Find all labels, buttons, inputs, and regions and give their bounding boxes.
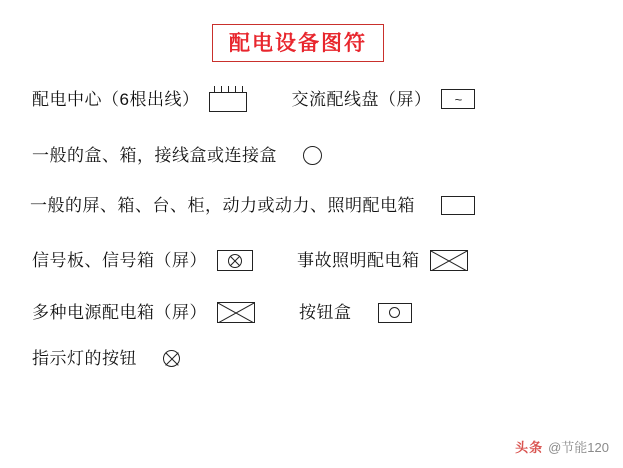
watermark	[515, 437, 609, 456]
circle-icon	[303, 146, 322, 165]
crossed-circle-icon	[228, 254, 242, 268]
legend-row-1	[32, 86, 475, 112]
rectangle-icon	[441, 196, 475, 215]
legend-row-3	[30, 196, 475, 215]
legend-label-distribution-center: 配电中心（6根出线）	[32, 89, 200, 109]
signal-board-icon	[217, 250, 253, 271]
crossed-rectangle-icon-2	[217, 302, 255, 323]
legend-row-6	[32, 350, 180, 367]
legend-label-emergency-lighting: 事故照明配电箱	[297, 251, 420, 270]
button-box-icon	[378, 303, 412, 323]
diagram-title-box	[212, 24, 384, 62]
dot-icon	[389, 307, 400, 318]
watermark-logo: 头条	[515, 440, 544, 455]
ac-panel-icon: ~	[441, 89, 475, 109]
watermark-text: @节能120	[548, 440, 609, 455]
legend-label-general-box: 一般的盒、箱，接线盒或连接盒	[32, 146, 277, 165]
page-title: 配电设备图符	[229, 31, 367, 55]
legend-label-indicator-button: 指示灯的按钮	[32, 349, 137, 368]
legend-label-signal-board: 信号板、信号箱（屏）	[32, 251, 207, 270]
legend-row-5	[32, 302, 412, 323]
legend-label-ac-panel: 交流配线盘（屏）	[291, 89, 432, 109]
distribution-center-icon	[209, 92, 247, 112]
legend-row-4	[32, 250, 468, 271]
legend-label-button-box: 按钮盒	[299, 303, 352, 322]
legend-row-2	[32, 146, 322, 165]
legend-label-general-panel: 一般的屏、箱、台、柜，动力或动力、照明配电箱	[30, 196, 415, 215]
legend-label-multi-source-box: 多种电源配电箱（屏）	[32, 303, 207, 322]
crossed-rectangle-icon	[430, 250, 468, 271]
crossed-circle-standalone-icon	[163, 350, 180, 367]
